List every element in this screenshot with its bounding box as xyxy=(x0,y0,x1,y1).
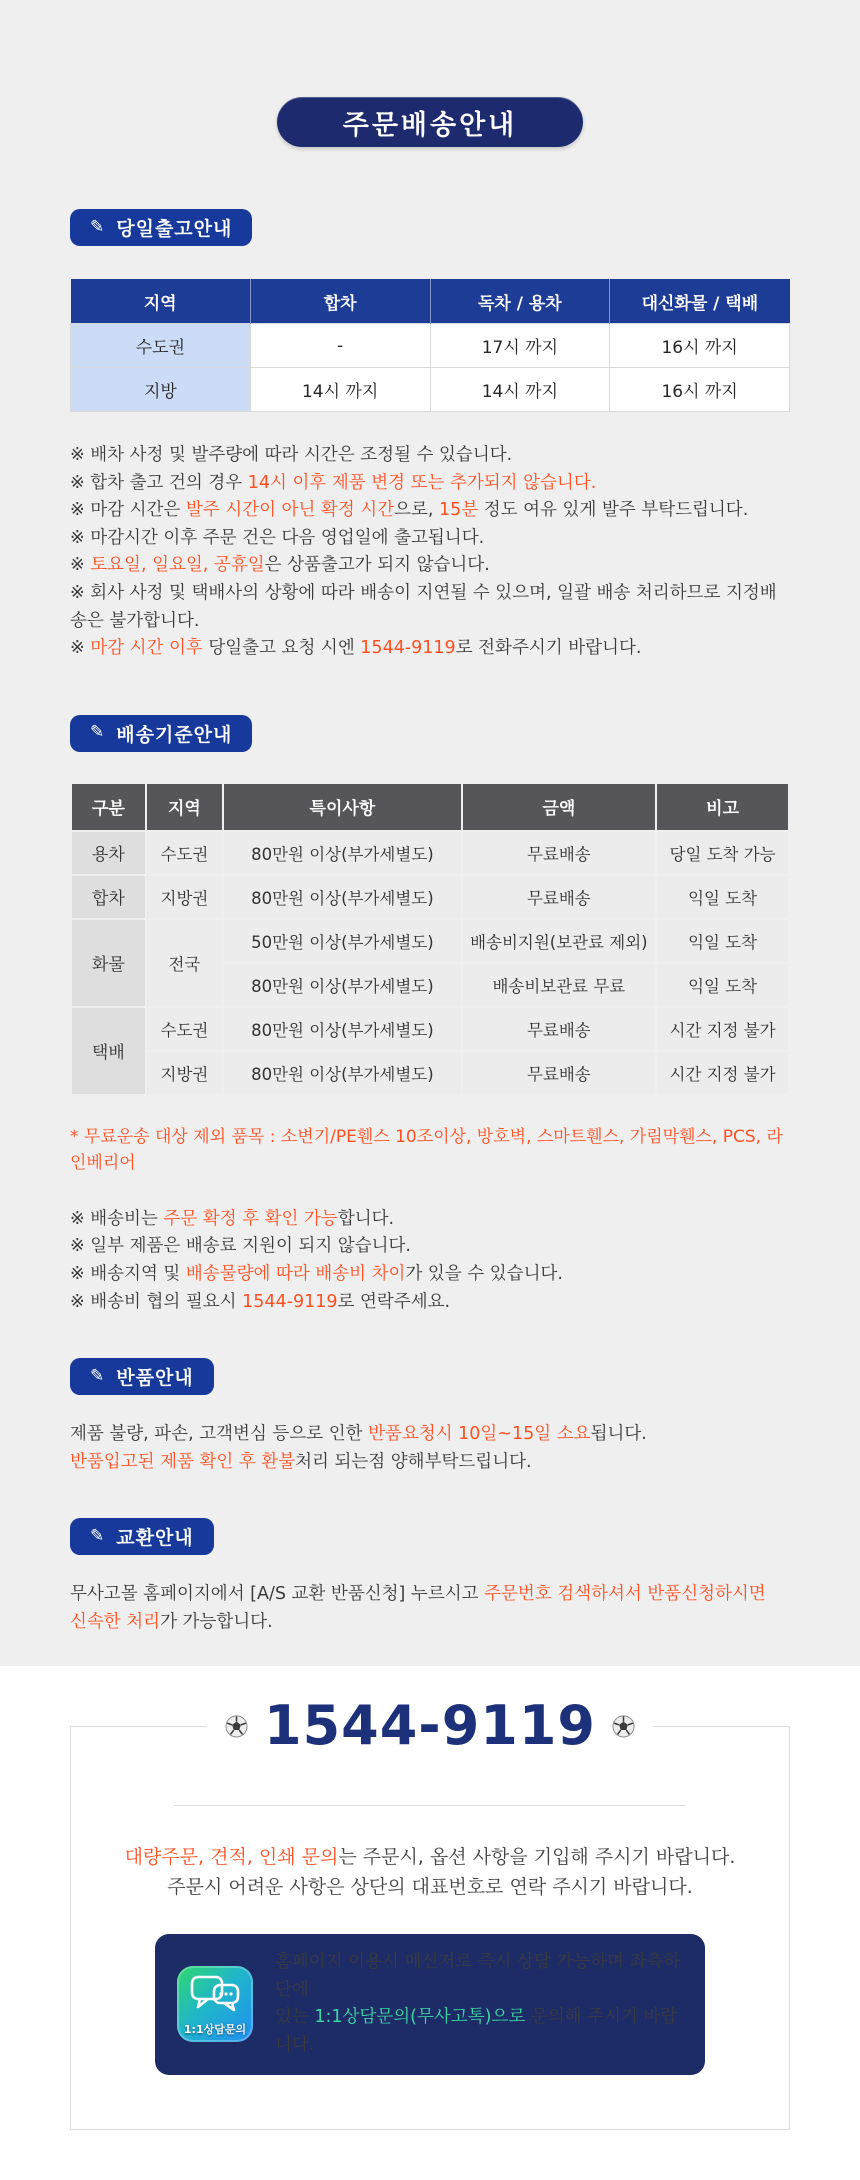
table-header-row xyxy=(71,783,789,831)
exchange-text xyxy=(70,1581,790,1636)
table-cell: 80만원 이상(부가세별도) xyxy=(223,1007,461,1051)
table-cell: 익일 도착 xyxy=(656,875,789,919)
text-segment: 가 가능합니다. xyxy=(160,1611,273,1632)
bulk-order-text xyxy=(71,1842,789,1902)
pencil-icon: ✎ xyxy=(90,1365,106,1386)
text-segment: 합니다. xyxy=(337,1208,395,1229)
pencil-icon: ✎ xyxy=(90,1525,106,1546)
text-segment: 배송물량에 따라 배송비 차이 xyxy=(185,1263,406,1284)
text-segment: ※ 배차 사정 및 발주량에 따라 시간은 조정될 수 있습니다. xyxy=(70,445,513,465)
divider xyxy=(174,1805,686,1806)
table-cell: 무료배송 xyxy=(462,875,657,919)
table-cell: 합차 xyxy=(71,875,146,919)
note-line xyxy=(70,470,790,498)
text-segment: 으로, xyxy=(394,500,440,521)
consult-text xyxy=(275,1949,683,2059)
text-segment: 주문시 어려운 사항은 상단의 대표번호로 연락 주시기 바랍니다. xyxy=(167,1876,693,1899)
contact-footer xyxy=(0,1666,860,2179)
text-segment: 처리 되는점 양해부탁드립니다. xyxy=(295,1451,532,1472)
table-cell: 80만원 이상(부가세별도) xyxy=(223,875,461,919)
table-cell: 16시 까지 xyxy=(610,324,790,368)
note-line xyxy=(275,1949,683,2004)
table-cell: 당일 도착 가능 xyxy=(656,831,789,875)
pencil-icon: ✎ xyxy=(90,722,106,743)
table-cell: 익일 도착 xyxy=(656,919,789,963)
table-row xyxy=(71,1051,789,1095)
text-segment: 14시 이후 제품 변경 또는 추가되지 않습니다. xyxy=(247,472,597,493)
table-row xyxy=(71,1007,789,1051)
table-row xyxy=(71,368,790,412)
same-day-table xyxy=(70,279,790,412)
table-cell: 수도권 xyxy=(71,324,251,368)
column-header: 대신화물 / 택배 xyxy=(610,279,790,324)
text-segment: 마감 시간 이후 xyxy=(90,638,203,659)
note-line xyxy=(70,497,790,525)
text-segment: 가 있을 수 있습니다. xyxy=(405,1263,563,1284)
note-line xyxy=(70,1206,790,1234)
table-cell: 무료배송 xyxy=(462,831,657,875)
section-badge-label: 교환안내 xyxy=(116,1527,194,1550)
shipping-standard-table xyxy=(70,782,790,1096)
consult-chat-icon xyxy=(177,1966,253,2042)
section-badge-label: 당일출고안내 xyxy=(116,218,233,240)
note-line xyxy=(70,442,790,470)
bulk-order-lines xyxy=(71,1842,789,1902)
returns-text xyxy=(70,1421,790,1476)
text-segment: 대량주문, 견적, 인쇄 문의 xyxy=(124,1846,339,1869)
note-line xyxy=(70,635,790,663)
note-line xyxy=(70,1581,790,1609)
table-cell: 80만원 이상(부가세별도) xyxy=(223,963,461,1007)
note-line xyxy=(70,580,790,635)
text-segment: 는 주문시, 옵션 사항을 기입해 주시기 바랍니다. xyxy=(338,1846,736,1869)
same-day-notes xyxy=(70,442,790,663)
text-segment: 15분 xyxy=(439,500,479,521)
note-line xyxy=(70,1449,790,1477)
text-segment: 1544-9119 xyxy=(242,1291,338,1312)
section-badge-returns xyxy=(70,1358,214,1395)
text-segment: 제품 불량, 파손, 고객변심 등으로 인한 xyxy=(70,1424,369,1445)
table-cell: 80만원 이상(부가세별도) xyxy=(223,1051,461,1095)
table-cell: - xyxy=(250,324,430,368)
section-same-day xyxy=(70,209,790,663)
table-cell: 16시 까지 xyxy=(610,368,790,412)
text-segment: 주문 확정 후 확인 가능 xyxy=(163,1208,338,1229)
column-header: 독차 / 용차 xyxy=(430,279,610,324)
column-header: 금액 xyxy=(462,783,657,831)
text-segment: 당일출고 요청 시엔 xyxy=(202,638,361,659)
text-segment: 1:1상담문의(무사고톡)으로 xyxy=(314,2007,526,2028)
table-cell: 수도권 xyxy=(146,831,224,875)
section-shipping-standard xyxy=(70,715,790,1316)
table-cell: 수도권 xyxy=(146,1007,224,1051)
column-header: 구분 xyxy=(71,783,146,831)
text-segment: ※ 마감 시간은 xyxy=(70,500,186,521)
soccer-ball-icon xyxy=(225,1715,248,1738)
table-cell: 택배 xyxy=(71,1007,146,1095)
table-row xyxy=(71,919,789,963)
consult-icon-label: 1:1상담문의 xyxy=(183,2023,247,2037)
consult-banner xyxy=(155,1934,705,2074)
note-line xyxy=(275,2004,683,2059)
text-segment: 있는 xyxy=(275,2007,315,2028)
note-line xyxy=(71,1872,789,1902)
table-cell: 배송비지원(보관료 제외) xyxy=(462,919,657,963)
table-cell: 지방권 xyxy=(146,1051,224,1095)
table-row xyxy=(71,324,790,368)
column-header: 비고 xyxy=(656,783,789,831)
table-cell: 용차 xyxy=(71,831,146,875)
note-line xyxy=(70,552,790,580)
note-line xyxy=(70,1289,790,1317)
section-badge-label: 반품안내 xyxy=(116,1367,194,1390)
phone-row xyxy=(207,1694,653,1758)
table-cell: 80만원 이상(부가세별도) xyxy=(223,831,461,875)
table-cell: 14시 까지 xyxy=(250,368,430,412)
table-cell: 화물 xyxy=(71,919,146,1007)
text-segment: 발주 시간이 아닌 확정 시간 xyxy=(185,500,395,521)
column-header: 지역 xyxy=(146,783,224,831)
section-returns xyxy=(70,1358,790,1476)
note-line xyxy=(70,1421,790,1449)
text-segment: 문의해 주시기 바랍니다. xyxy=(275,2007,678,2055)
table-cell: 시간 지정 불가 xyxy=(656,1007,789,1051)
text-segment: ※ 일부 제품은 배송료 지원이 되지 않습니다. xyxy=(70,1236,411,1257)
text-segment: 반품요청시 10일~15일 소요 xyxy=(368,1424,591,1445)
column-header: 지역 xyxy=(71,279,251,324)
section-exchange xyxy=(70,1518,790,1636)
column-header: 특이사항 xyxy=(223,783,461,831)
text-segment: ※ xyxy=(70,555,91,576)
table-cell: 시간 지정 불가 xyxy=(656,1051,789,1095)
table-cell: 지방 xyxy=(71,368,251,412)
text-segment: ※ 회사 사정 및 택배사의 상황에 따라 배송이 지연될 수 있으며, 일괄 배송 처리하므로 지정배송은 불가합니다. xyxy=(70,582,777,631)
text-segment: ※ xyxy=(70,638,91,659)
text-segment: ※ 마감시간 이후 주문 건은 다음 영업일에 출고됩니다. xyxy=(70,527,485,548)
note-line xyxy=(70,1233,790,1261)
table-cell: 전국 xyxy=(146,919,224,1007)
text-segment: ※ 배송비는 xyxy=(70,1208,164,1229)
section-badge-label: 배송기준안내 xyxy=(116,723,233,746)
text-segment: 주문번호 검색하셔서 반품신청하시면 xyxy=(484,1584,766,1605)
section-badge-shipping xyxy=(70,715,252,752)
text-segment: ※ 배송지역 및 xyxy=(70,1263,186,1284)
text-segment: 무사고몰 홈페이지에서 [A/S 교환 반품신청] 누르시고 xyxy=(70,1584,485,1605)
section-badge-exchange xyxy=(70,1518,214,1555)
text-segment: 홈페이지 이용시 메신저로 즉시 상담 가능하며 좌측하단에 xyxy=(275,1952,681,2000)
table-row xyxy=(71,831,789,875)
text-segment: 정도 여유 있게 발주 부탁드립니다. xyxy=(478,500,749,521)
column-header: 합차 xyxy=(250,279,430,324)
phone-number: 1544-9119 xyxy=(264,1694,596,1758)
text-segment: ※ 합차 출고 건의 경우 xyxy=(70,472,248,493)
text-segment: 토요일, 일요일, 공휴일 xyxy=(90,555,265,576)
text-segment: 됩니다. xyxy=(590,1424,647,1445)
text-segment: 로 전화주시기 바랍니다. xyxy=(455,638,642,659)
text-segment: ※ 배송비 협의 필요시 xyxy=(70,1291,243,1312)
note-line xyxy=(71,1842,789,1872)
text-segment: 신속한 처리 xyxy=(70,1611,161,1632)
section-badge-same-day xyxy=(70,209,252,246)
free-shipping-exclusion-note: * 무료운송 대상 제외 품목 : 소변기/PE휀스 10조이상, 방호벽, 스마트휀스, 가림막휀스, PCS, 라인베리어 xyxy=(70,1126,783,1173)
table-cell: 배송비보관료 무료 xyxy=(462,963,657,1007)
table-cell: 17시 까지 xyxy=(430,324,610,368)
text-segment: 로 연락주세요. xyxy=(337,1291,451,1312)
table-cell: 익일 도착 xyxy=(656,963,789,1007)
pencil-icon: ✎ xyxy=(90,216,106,237)
text-segment: 은 상품출고가 되지 않습니다. xyxy=(264,555,490,576)
table-cell: 14시 까지 xyxy=(430,368,610,412)
table-cell: 무료배송 xyxy=(462,1051,657,1095)
chat-bubbles-icon xyxy=(190,1975,240,2015)
text-segment: 1544-9119 xyxy=(360,638,456,659)
note-line xyxy=(70,1609,790,1637)
text-segment: 반품입고된 제품 확인 후 환불 xyxy=(70,1451,296,1472)
page-title: 주문배송안내 xyxy=(277,97,583,147)
table-row xyxy=(71,875,789,919)
table-cell: 지방권 xyxy=(146,875,224,919)
table-cell: 50만원 이상(부가세별도) xyxy=(223,919,461,963)
table-cell: 무료배송 xyxy=(462,1007,657,1051)
shipping-notes xyxy=(70,1206,790,1316)
table-header-row xyxy=(71,279,790,324)
note-line xyxy=(70,525,790,553)
soccer-ball-icon xyxy=(612,1715,635,1738)
contact-box xyxy=(70,1694,790,2129)
note-line xyxy=(70,1261,790,1289)
